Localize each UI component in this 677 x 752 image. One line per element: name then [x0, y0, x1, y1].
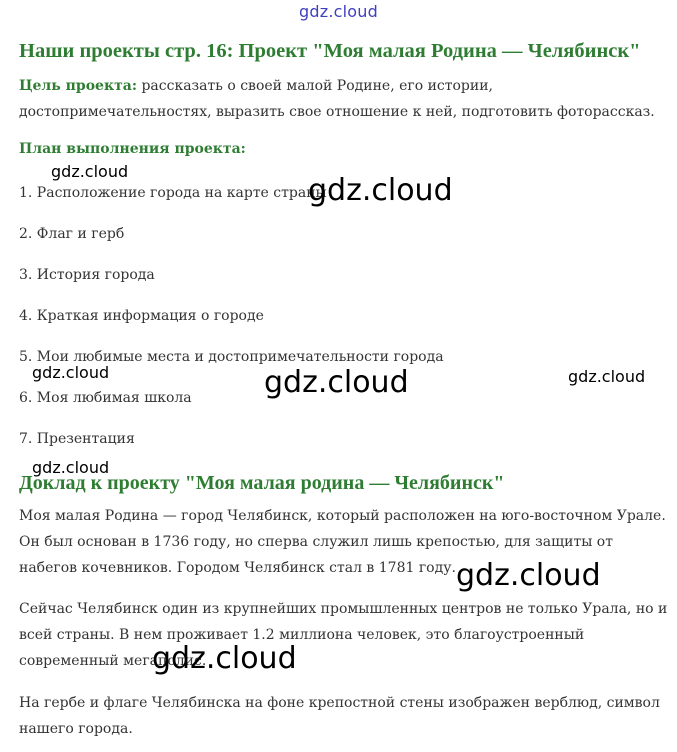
- plan-item: 1. Расположение города на карте страны: [19, 185, 327, 201]
- project-goal: [19, 73, 669, 125]
- page-title: Наши проекты стр. 16: Проект "Моя малая Родина — Челябинск": [19, 40, 641, 62]
- plan-list: [19, 183, 444, 470]
- plan-title: План выполнения проекта:: [19, 141, 246, 157]
- report-paragraph: Моя малая Родина — город Челябинск, который расположен на юго-восточном Урале. Он был основан в 1736 году, но сперва служил лишь крепостью, для защиты от набегов кочевников. Городом Челябинск стал в 1781 году.: [19, 508, 666, 576]
- watermark: gdz.cloud: [32, 458, 110, 477]
- plan-item: 2. Флаг и герб: [19, 226, 125, 242]
- watermark: gdz.cloud: [264, 365, 409, 400]
- project-goal-label: Цель проекта:: [19, 78, 137, 94]
- project-goal-text: рассказать о своей малой Родине, его истории, достопримечательностях, выразить свое отношение к ней, подготовить фоторассказ.: [19, 78, 655, 120]
- plan-item: 5. Мои любимые места и достопримечательности города: [19, 349, 444, 365]
- report-paragraph: На гербе и флаге Челябинска на фоне крепостной стены изображен верблюд, символ нашего города.: [19, 695, 660, 737]
- report-paragraph: Сейчас Челябинск один из крупнейших промышленных центров не только Урала, но и всей страны. В нем проживает 1.2 миллиона человек, это благоустроенный современный мегаполис.: [19, 601, 668, 669]
- plan-item: 3. История города: [19, 267, 155, 283]
- plan-item: 7. Презентация: [19, 431, 135, 447]
- plan-item: 4. Краткая информация о городе: [19, 308, 264, 324]
- top-watermark: gdz.cloud: [299, 2, 378, 21]
- watermark: gdz.cloud: [308, 173, 453, 208]
- plan-item: 6. Моя любимая школа: [19, 390, 192, 406]
- report-title: Доклад к проекту "Моя малая родина — Челябинск": [19, 472, 505, 494]
- watermark: gdz.cloud: [568, 367, 646, 386]
- watermark: gdz.cloud: [51, 162, 129, 181]
- watermark: gdz.cloud: [456, 558, 601, 593]
- watermark: gdz.cloud: [32, 363, 110, 382]
- watermark: gdz.cloud: [152, 641, 297, 676]
